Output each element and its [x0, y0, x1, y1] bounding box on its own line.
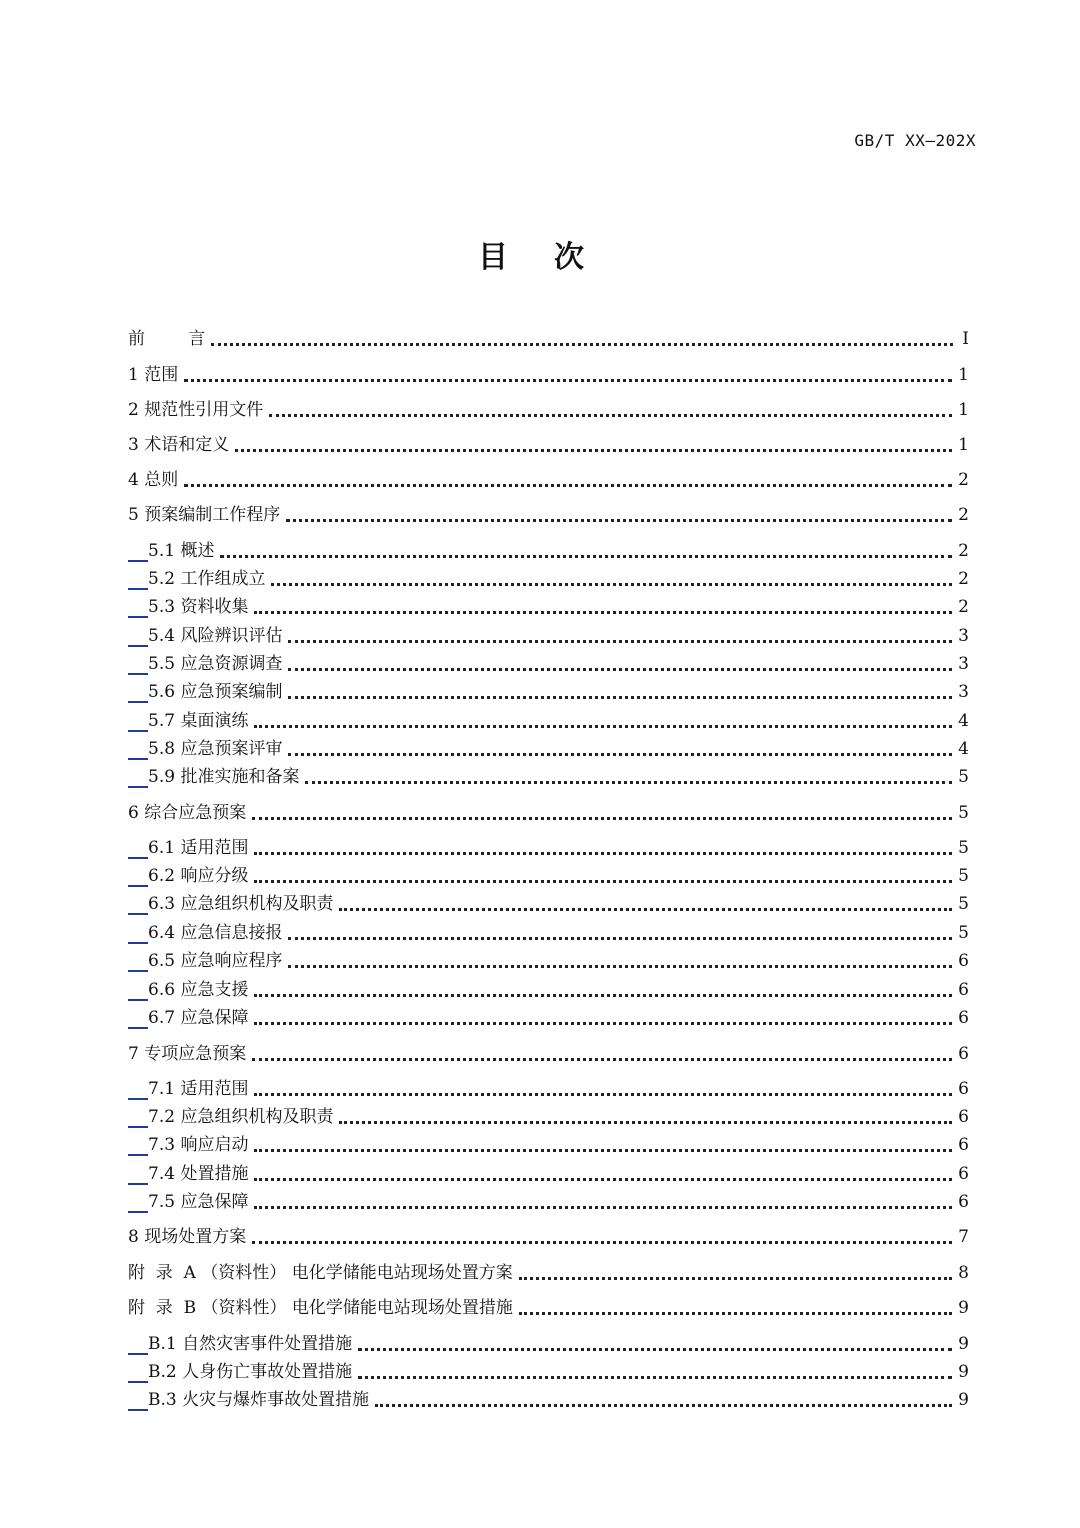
toc-entry[interactable]: [128, 469, 969, 491]
toc-entry-label: B.3 火灾与爆炸事故处置措施: [148, 1390, 370, 1410]
indent-underline-mark: [128, 1391, 148, 1411]
toc-entry-page-number: 5: [958, 866, 969, 886]
toc-entry-page-number: 2: [958, 541, 969, 561]
toc-entry[interactable]: [128, 653, 969, 675]
toc-entry[interactable]: [128, 893, 969, 915]
toc-entry-label: 6.6 应急支援: [148, 980, 249, 1000]
toc-entry-page-number: 8: [958, 1263, 969, 1283]
toc-entry-label: 7.4 处置措施: [148, 1164, 249, 1184]
toc-entry-label: 7.3 响应启动: [148, 1135, 249, 1155]
toc-entry[interactable]: [128, 1134, 969, 1156]
toc-entry-page-number: 1: [958, 365, 969, 385]
indent-underline-mark: [128, 1165, 148, 1185]
indent-underline-mark: [128, 981, 148, 1001]
toc-entry-label: 1 范围: [128, 365, 179, 385]
dot-leader: [288, 923, 952, 940]
toc-entry[interactable]: [128, 950, 969, 972]
toc-entry[interactable]: [128, 1389, 969, 1411]
dot-leader: [184, 365, 952, 382]
dot-leader: [252, 1227, 952, 1244]
toc-entry-page-number: 3: [958, 626, 969, 646]
toc-entry[interactable]: [128, 710, 969, 732]
toc-entry-page-number: 1: [958, 435, 969, 455]
toc-entry[interactable]: [128, 625, 969, 647]
dot-leader: [254, 1192, 952, 1209]
toc-entry-page-number: 4: [958, 711, 969, 731]
indent-underline-mark: [128, 542, 148, 562]
page-title: 目次: [478, 240, 630, 275]
toc-entry-page-number: 5: [958, 838, 969, 858]
toc-entry-label: 5.6 应急预案编制: [148, 682, 283, 702]
dot-leader: [184, 470, 952, 487]
toc-entry-page-number: 1: [958, 400, 969, 420]
dot-leader: [519, 1263, 952, 1280]
toc-entry-page-number: 6: [958, 951, 969, 971]
toc-entry[interactable]: [128, 596, 969, 618]
toc-entry-label: 8 现场处置方案: [128, 1227, 247, 1247]
toc-entry-page-number: 6: [958, 1164, 969, 1184]
toc-entry-label: 附 录 A （资料性） 电化学储能电站现场处置方案: [128, 1263, 513, 1283]
toc-entry-page-number: 9: [958, 1298, 969, 1318]
indent-underline-mark: [128, 1363, 148, 1383]
toc-entry-page-number: 5: [958, 923, 969, 943]
toc-entry[interactable]: [128, 434, 969, 456]
dot-leader: [288, 682, 952, 699]
toc-entry-label: 前 言: [128, 329, 206, 349]
toc-entry[interactable]: [128, 540, 969, 562]
toc-entry-page-number: 6: [958, 1008, 969, 1028]
indent-underline-mark: [128, 1335, 148, 1355]
dot-leader: [254, 866, 952, 883]
toc-entry[interactable]: [128, 1007, 969, 1029]
dot-leader: [254, 1008, 952, 1025]
toc-entry-label: 5.4 风险辨识评估: [148, 626, 283, 646]
toc-entry-page-number: 3: [958, 682, 969, 702]
toc-entry-page-number: 6: [958, 1079, 969, 1099]
dot-leader: [252, 1044, 952, 1061]
dot-leader: [339, 1107, 952, 1124]
indent-underline-mark: [128, 598, 148, 618]
toc-entry[interactable]: [128, 1226, 969, 1248]
toc-entry-page-number: 3: [958, 654, 969, 674]
toc-entry-label: 5 预案编制工作程序: [128, 505, 281, 525]
dot-leader: [288, 626, 952, 643]
standard-code: GB/T XX—202X: [854, 131, 976, 150]
toc-entry-label: 7.5 应急保障: [148, 1192, 249, 1212]
toc-entry-label: B.1 自然灾害事件处置措施: [148, 1334, 353, 1354]
toc-entry-label: 5.5 应急资源调查: [148, 654, 283, 674]
dot-leader: [254, 711, 952, 728]
toc-entry-label: 3 术语和定义: [128, 435, 230, 455]
toc-entry-label: 5.3 资料收集: [148, 597, 249, 617]
toc-entry-label: 4 总则: [128, 470, 179, 490]
toc-entry-page-number: 9: [958, 1362, 969, 1382]
toc-entry[interactable]: [128, 568, 969, 590]
toc-entry[interactable]: [128, 681, 969, 703]
indent-underline-mark: [128, 627, 148, 647]
dot-leader: [269, 400, 952, 417]
toc-entry[interactable]: [128, 1361, 969, 1383]
toc-entry[interactable]: [128, 738, 969, 760]
dot-leader: [339, 894, 952, 911]
indent-underline-mark: [128, 683, 148, 703]
toc-entry[interactable]: [128, 802, 969, 824]
toc-entry-page-number: 6: [958, 1107, 969, 1127]
toc-entry-page-number: 9: [958, 1390, 969, 1410]
toc-entry[interactable]: [128, 1297, 969, 1319]
dot-leader: [358, 1334, 952, 1351]
dot-leader: [286, 505, 952, 522]
toc-entry-label: 5.1 概述: [148, 541, 215, 561]
dot-leader: [254, 1079, 952, 1096]
dot-leader: [288, 654, 952, 671]
toc-entry[interactable]: [128, 837, 969, 859]
toc-entry-label: 5.7 桌面演练: [148, 711, 249, 731]
toc-entry[interactable]: [128, 1163, 969, 1185]
indent-underline-mark: [128, 1136, 148, 1156]
toc-entry[interactable]: [128, 504, 969, 526]
toc-entry[interactable]: [128, 1191, 969, 1213]
toc-entry-label: 附 录 B （资料性） 电化学储能电站现场处置措施: [128, 1298, 513, 1318]
dot-leader: [358, 1362, 952, 1379]
indent-underline-mark: [128, 952, 148, 972]
toc-entry[interactable]: [128, 1106, 969, 1128]
dot-leader: [271, 569, 952, 586]
indent-underline-mark: [128, 570, 148, 590]
toc-entry-label: 6 综合应急预案: [128, 803, 247, 823]
toc-entry-page-number: 5: [958, 767, 969, 787]
toc-entry-label: 7.1 适用范围: [148, 1079, 249, 1099]
indent-underline-mark: [128, 740, 148, 760]
toc-entry-label: 6.5 应急响应程序: [148, 951, 283, 971]
toc-entry[interactable]: [128, 979, 969, 1001]
toc-entry-label: 6.1 适用范围: [148, 838, 249, 858]
indent-underline-mark: [128, 1108, 148, 1128]
toc-entry[interactable]: [128, 1043, 969, 1065]
toc-entry-page-number: 5: [958, 894, 969, 914]
dot-leader: [254, 1164, 952, 1181]
toc-entry[interactable]: [128, 328, 969, 350]
dot-leader: [288, 951, 952, 968]
toc-entry[interactable]: [128, 766, 969, 788]
toc-entry-page-number: 2: [958, 597, 969, 617]
toc-entry-page-number: I: [962, 329, 969, 349]
toc-entry-label: 6.3 应急组织机构及职责: [148, 894, 334, 914]
toc-entry-page-number: 7: [958, 1227, 969, 1247]
indent-underline-mark: [128, 839, 148, 859]
indent-underline-mark: [128, 867, 148, 887]
indent-underline-mark: [128, 1193, 148, 1213]
toc-entry-label: 7.2 应急组织机构及职责: [148, 1107, 334, 1127]
toc-entry[interactable]: [128, 1078, 969, 1100]
toc-entry[interactable]: [128, 922, 969, 944]
toc-entry-page-number: 6: [958, 1044, 969, 1064]
toc-entry-label: 2 规范性引用文件: [128, 400, 264, 420]
toc-entry-label: 6.7 应急保障: [148, 1008, 249, 1028]
dot-leader: [252, 803, 952, 820]
indent-underline-mark: [128, 1009, 148, 1029]
toc-entry[interactable]: [128, 364, 969, 386]
dot-leader: [220, 541, 952, 558]
dot-leader: [254, 1135, 952, 1152]
toc-entry[interactable]: [128, 1262, 969, 1284]
toc-entry-label: 5.9 批准实施和备案: [148, 767, 300, 787]
dot-leader: [254, 597, 952, 614]
toc-entry-label: 6.4 应急信息接报: [148, 923, 283, 943]
dot-leader: [254, 980, 952, 997]
dot-leader: [519, 1298, 952, 1315]
toc-entry-label: 5.8 应急预案评审: [148, 739, 283, 759]
indent-underline-mark: [128, 768, 148, 788]
indent-underline-mark: [128, 712, 148, 732]
toc-entry-label: 5.2 工作组成立: [148, 569, 266, 589]
indent-underline-mark: [128, 1080, 148, 1100]
toc-entry-page-number: 2: [958, 569, 969, 589]
toc-entry-page-number: 6: [958, 1192, 969, 1212]
toc-entry-label: 7 专项应急预案: [128, 1044, 247, 1064]
toc-entry[interactable]: [128, 865, 969, 887]
dot-leader: [305, 767, 952, 784]
dot-leader: [288, 739, 952, 756]
dot-leader: [254, 838, 952, 855]
indent-underline-mark: [128, 924, 148, 944]
indent-underline-mark: [128, 655, 148, 675]
toc-entry[interactable]: [128, 399, 969, 421]
toc-entry-page-number: 4: [958, 739, 969, 759]
dot-leader: [375, 1390, 952, 1407]
dot-leader: [235, 435, 952, 452]
indent-underline-mark: [128, 895, 148, 915]
dot-leader: [211, 329, 953, 346]
toc-entry-page-number: 6: [958, 1135, 969, 1155]
toc-entry-label: B.2 人身伤亡事故处置措施: [148, 1362, 353, 1382]
toc-entry-page-number: 2: [958, 505, 969, 525]
toc-entry[interactable]: [128, 1333, 969, 1355]
toc-entry-page-number: 2: [958, 470, 969, 490]
toc-entry-page-number: 6: [958, 980, 969, 1000]
toc-entry-page-number: 5: [958, 803, 969, 823]
toc-entry-label: 6.2 响应分级: [148, 866, 249, 886]
toc-entry-page-number: 9: [958, 1334, 969, 1354]
